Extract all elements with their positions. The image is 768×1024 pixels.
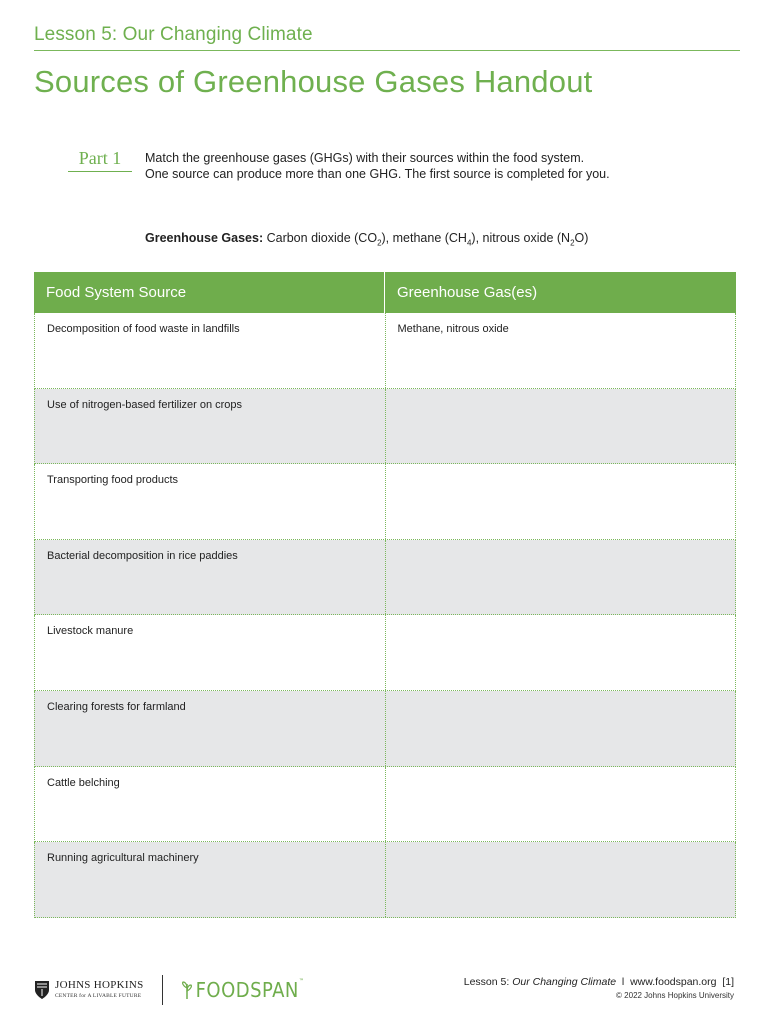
table-row (34, 389, 736, 465)
gas-answer-cell[interactable] (386, 615, 736, 690)
gas-answer-cell[interactable] (386, 842, 736, 917)
gas-n2o: nitrous oxide $(N_2O)$ (482, 231, 589, 248)
foodspan-logo: FOODSPAN™ (195, 978, 305, 1002)
source-cell: Transporting food products (35, 464, 386, 539)
instructions-line-2: One source can produce more than one GHG. The first source is completed for you. (145, 167, 610, 181)
johns-hopkins-name: JOHNS HOPKINS (55, 979, 144, 992)
table-row (34, 691, 736, 767)
table-row (34, 540, 736, 616)
sources-table (34, 272, 736, 918)
foodspan-leaf-icon (181, 980, 193, 1000)
source-cell: Livestock manure (35, 615, 386, 690)
table-row (34, 615, 736, 691)
footer-logos (34, 974, 305, 1006)
column-header-gases: Greenhouse Gas(es) (397, 284, 538, 301)
gases-label: Greenhouse Gases: (145, 231, 264, 245)
greenhouse-gases-list (145, 231, 588, 248)
gas-answer-cell[interactable] (386, 389, 736, 464)
table-row (34, 767, 736, 843)
source-cell: Bacterial decomposition in rice paddies (35, 540, 386, 615)
instructions (145, 150, 705, 182)
johns-hopkins-subtitle: CENTER for A LIVABLE FUTURE (55, 993, 142, 1000)
footer-lesson-line: Lesson 5: Our Changing Climate l www.foodspan.org [1] (463, 976, 734, 988)
page-title: Sources of Greenhouse Gases Handout (34, 64, 593, 99)
part-label: Part 1 (68, 148, 132, 172)
gas-answer-cell[interactable] (386, 691, 736, 766)
column-header-source: Food System Source (34, 272, 385, 313)
gas-co2: Carbon dioxide $(CO_2)$, (266, 231, 393, 248)
gas-answer-cell[interactable] (386, 464, 736, 539)
source-cell: Clearing forests for farmland (35, 691, 386, 766)
gas-ch4: methane $(CH_4)$, (392, 231, 483, 248)
johns-hopkins-logo (55, 980, 144, 1000)
table-header (34, 272, 736, 313)
source-cell: Decomposition of food waste in landfills (35, 313, 386, 388)
gas-answer-cell[interactable]: Methane, nitrous oxide (397, 323, 509, 335)
header-divider (34, 50, 740, 51)
instructions-line-1: Match the greenhouse gases (GHGs) with their sources within the food system. (145, 151, 585, 165)
logo-divider (162, 975, 163, 1005)
johns-hopkins-shield-icon (34, 980, 50, 1000)
trademark-symbol: ™ (298, 978, 305, 985)
source-cell: Use of nitrogen-based fertilizer on crops (35, 389, 386, 464)
gas-answer-cell[interactable] (386, 767, 736, 842)
footer-info (464, 976, 734, 1000)
table-row (34, 313, 736, 389)
lesson-header: Lesson 5: Our Changing Climate (34, 24, 313, 45)
source-cell: Cattle belching (35, 767, 386, 842)
table-row (34, 842, 736, 918)
footer-copyright: © 2022 Johns Hopkins University (616, 991, 734, 1000)
table-row (34, 464, 736, 540)
gas-answer-cell[interactable] (386, 540, 736, 615)
source-cell: Running agricultural machinery (35, 842, 386, 917)
